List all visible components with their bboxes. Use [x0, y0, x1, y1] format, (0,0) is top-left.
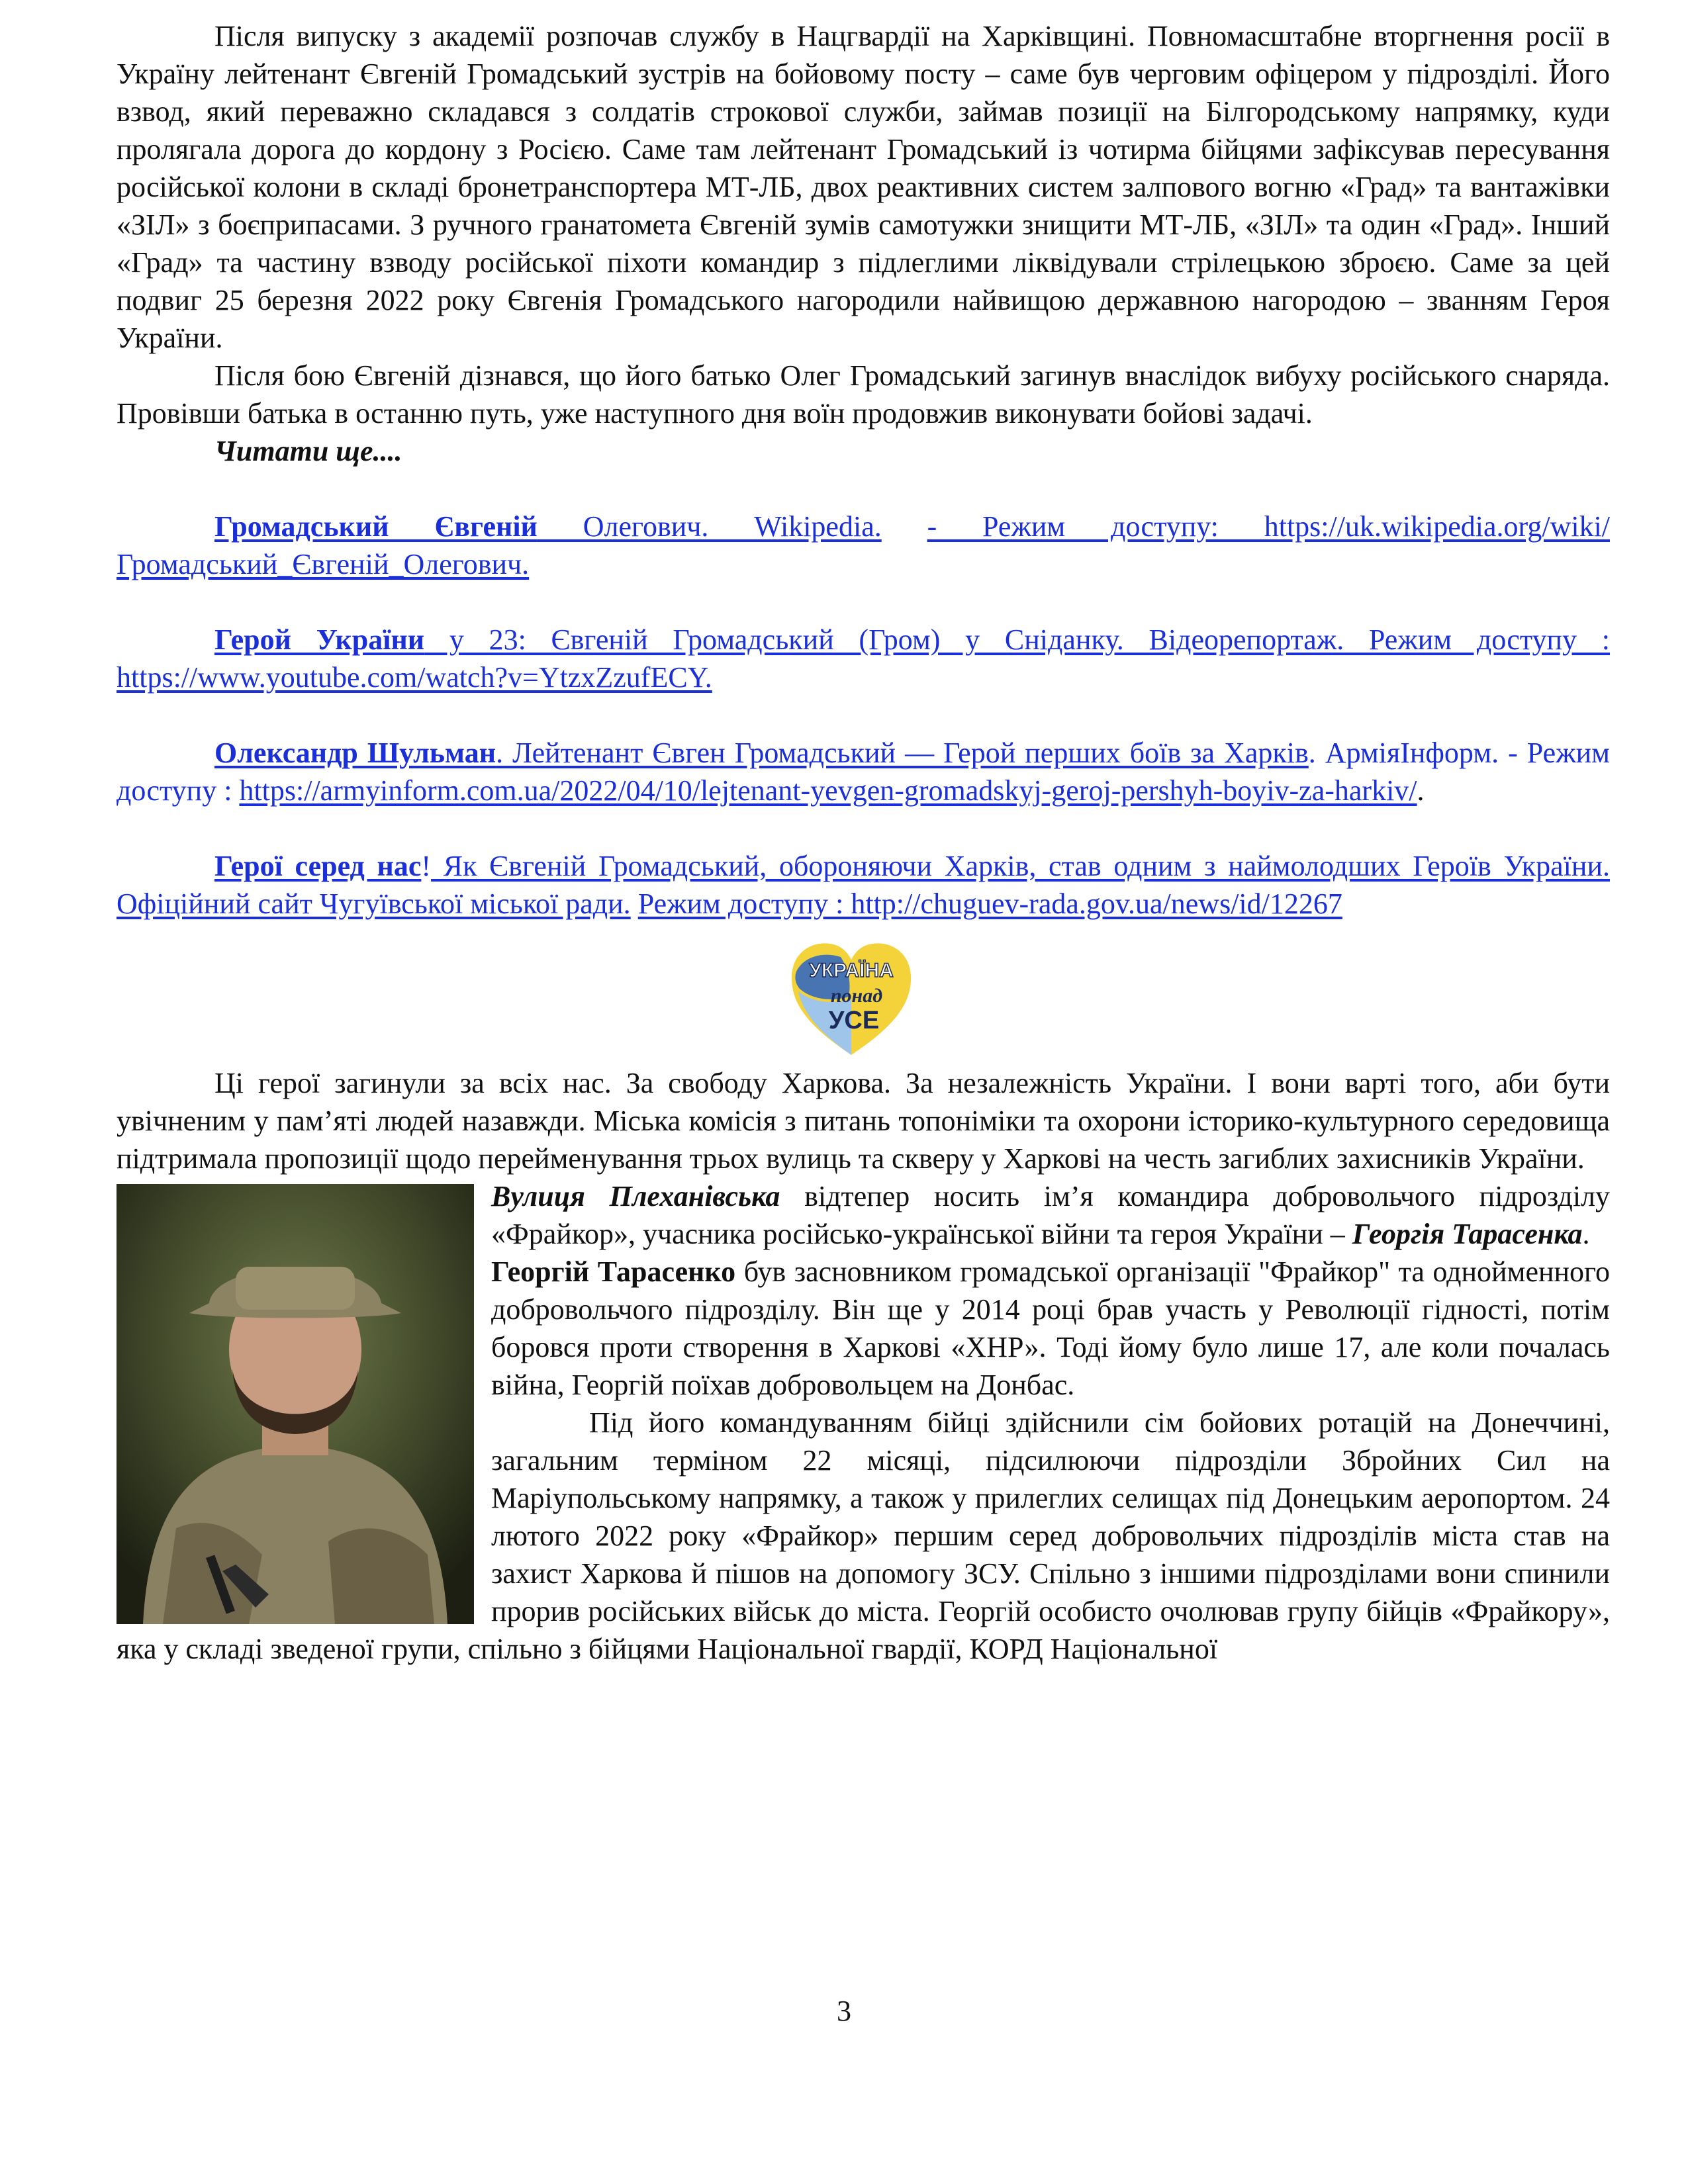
paragraph-heroes: Ці герої загинули за всіх нас. За свободу Харкова. За незалежність України. І вони варті того, аби бути увічненим у пам’яті людей назавжди. Міська комісія з питань топоніміки та охорони історико-культурного середовища підтримала пропозиції щодо перейменування трьох вулиць та скверу у Харкові на честь загиблих захисників України. — [117, 1067, 1610, 1175]
reference-armyinform-url-link[interactable]: https://armyinform.com.ua/2022/04/10/lejtenant-yevgen-gromadskyj-geroj-pershyh-boyiv-za-harkiv/ — [239, 774, 1417, 807]
reference-chuguev-access-link[interactable]: Режим доступу : http://chuguev-rada.gov.ua/news/id/12267 — [637, 887, 1342, 920]
reference-chuguev-title-link[interactable]: Герої серед нас — [214, 850, 422, 882]
reference-youtube — [117, 621, 1610, 696]
reference-author: Громадський Євгеній — [214, 510, 538, 543]
logo-area — [117, 936, 1610, 1062]
paragraph-1: Після випуску з академії розпочав службу в Нацгвардії на Харківщині. Повномасштабне вторгнення росії в Україну лейтенант Євгеній Громадський зустрів на бойовому посту – саме був черговим офіцером у підрозділі. Його взвод, який переважно складався з солдатів строкової служби, займав позиції на Білгородському напрямку, куди пролягала дорога до кордону з Росією. Саме там лейтенант Громадський із чотирма бійцями зафіксував пересування російської колони в складі бронетранспортера МТ-ЛБ, двох реактивних систем залпового вогню «Град» та вантажівки «ЗІЛ» з боєприпасами. З ручного гранатомета Євгеній зумів самотужки знищити МТ-ЛБ, «ЗІЛ» та один «Град». Інший «Град» та частину взводу російської піхоти командир з підлеглими ліквідували стрілецькою зброєю. Саме за цей подвиг 25 березня 2022 року Євгенія Громадського нагородили найвищою державною нагородою – званням Героя України. — [117, 20, 1610, 354]
reference-wikipedia — [117, 508, 1610, 583]
reference-armyinform: Олександр Шульман. Лейтенант Євген Громадський — Герой перших боїв за Харків. АрміяІнформ. - Режим доступу : https://armyinform.com.ua/2022/04/10/lejtenant-yevgen-gromadskyj-geroj-pershyh-boyiv-za-harkiv/. — [117, 737, 1611, 807]
page-number: 3 — [837, 1995, 851, 2027]
document-page — [117, 17, 1610, 1668]
read-more-heading: Читати ще.... — [214, 435, 402, 467]
portrait-photo — [117, 1184, 474, 1624]
paragraph-plekhanivska: Вулиця Плеханівська відтепер носить ім’я командира добровольчого підрозділу «Фрайкор», учасника російсько-української війни та героя України – Георгія Тарасенка. — [491, 1180, 1610, 1250]
paragraph-tarasenko: Георгій Тарасенко був засновником громадської організації "Фрайкор" та однойменного добровольчого підрозділу. Він ще у 2014 році брав участь у Революції гідності, потім боровся проти створення в Харкові «ХНР». Тоді йому було лише 17, але коли почалась війна, Георгій поїхав добровольцем на Донбас. — [491, 1255, 1611, 1401]
reference-wikipedia-access-link[interactable]: - Режим доступу: https://uk.wikipedia.org/wiki/Громадський_Євгеній_Олегович. — [117, 510, 1611, 580]
soldier-portrait-image — [117, 1184, 474, 1624]
logo-line-1: УКРАЇНА — [809, 960, 894, 981]
paragraph-2: Після бою Євгеній дізнався, що його батько Олег Громадський загинув внаслідок вибуху російського снаряда. Провівши батька в останню путь, уже наступного дня воїн продовжив виконувати бойові задачі. — [117, 359, 1610, 430]
reference-chuguev: Герої серед нас! Як Євгеній Громадський, обороняючи Харків, став одним з наймолодших Героїв України. Офіційний сайт Чугуївської міської ради. Режим доступу : http://chuguev-rada.gov.ua/news/id/12267 — [117, 850, 1610, 920]
reference-wikipedia-link[interactable]: Громадський Євгеній Олегович. Wikipedia. — [214, 510, 882, 543]
paragraph-command: Під його командуванням бійці здійснили сім бойових ротацій на Донеччині, загальним терміном 22 місяці, підсилюючи підрозділи Збройних Сил на Маріупольському напрямку, а також у прилеглих селищах під Донецьким аеропортом. 24 лютого 2022 року «Фрайкор» першим серед добровольчих підрозділів міста став на захист Харкова й пішов на допомогу ЗСУ. Спільно з іншими підрозділами вони спинили прорив російських військ до міста. Георгій особисто очолював групу бійців «Фрайкору», яка у складі зведеної групи, спільно з бійцями Національної гвардії, КОРД Національної — [117, 1406, 1610, 1665]
reference-chuguev-rest-link[interactable]: Як Євгеній Громадський, обороняючи Харків, став одним з наймолодших Героїв України. Офіційний сайт Чугуївської міської ради. — [117, 850, 1610, 920]
reference-youtube-link[interactable]: Герой України у 23: Євгеній Громадський (Гром) у Сніданку. Відеорепортаж. Режим доступу : https://www.youtube.com/watch?v=YtzxZzufECY. — [117, 623, 1610, 694]
ukraine-above-all-logo — [785, 936, 917, 1062]
logo-line-2: понад — [830, 985, 883, 1007]
logo-line-3: УСЕ — [828, 1007, 880, 1034]
reference-armyinform-title-link[interactable]: Олександр Шульман. Лейтенант Євген Громадський — Герой перших боїв за Харків — [214, 737, 1309, 769]
